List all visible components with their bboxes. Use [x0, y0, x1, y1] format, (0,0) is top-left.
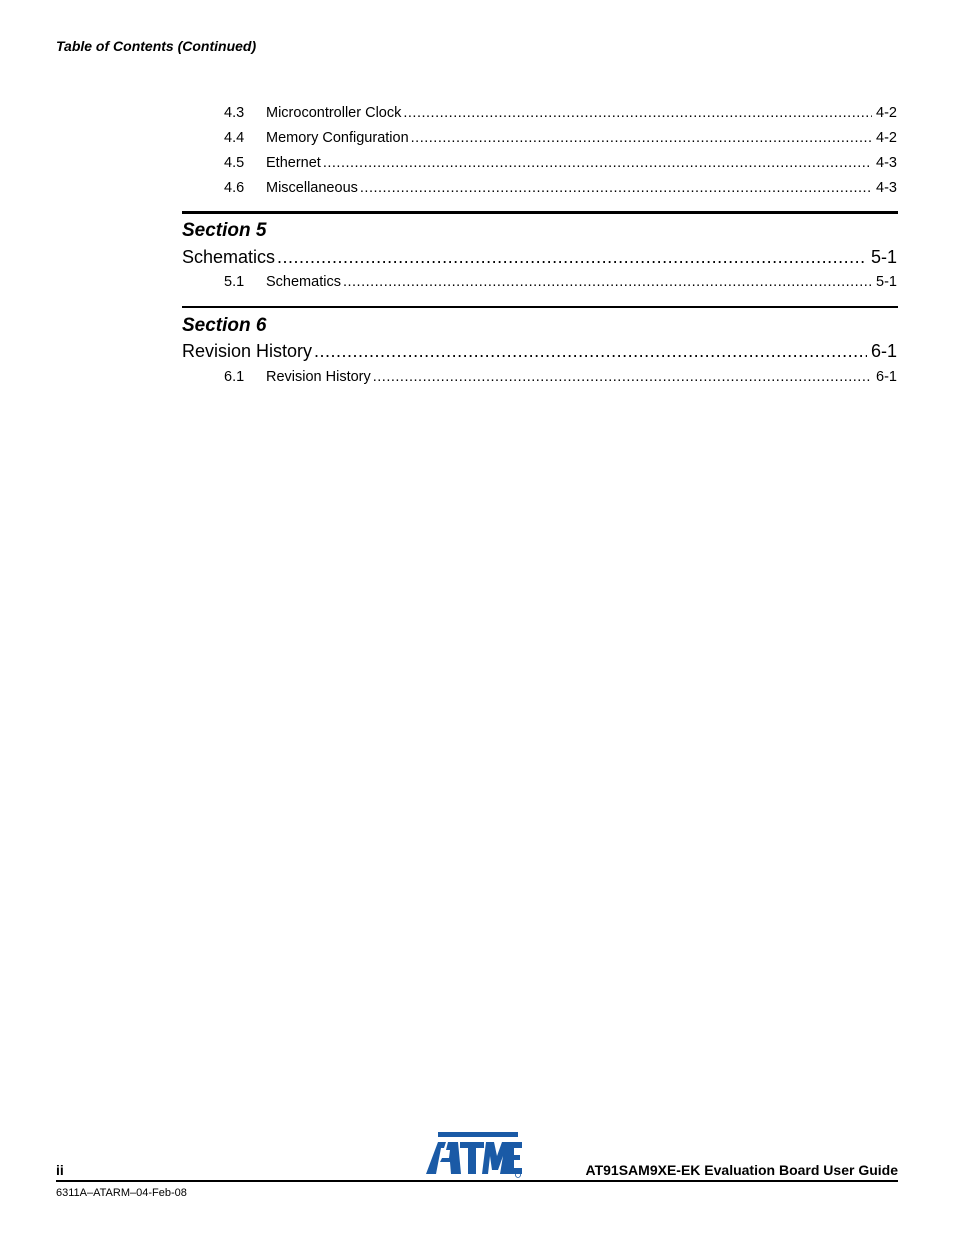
toc-entry-page: 6-1: [876, 369, 897, 385]
dot-leader: [411, 130, 872, 146]
atmel-logo: [424, 1130, 524, 1178]
toc-entry-number: 4.6: [224, 180, 245, 196]
toc-entry-number: 4.5: [224, 155, 245, 171]
toc-chapter-title: Schematics: [182, 247, 276, 267]
toc-entry-page: 4-3: [876, 155, 897, 171]
footer-page-number: ii: [56, 1162, 64, 1178]
toc-entry-page: 5-1: [876, 274, 897, 290]
toc-entry-page: 4-3: [876, 180, 897, 196]
toc-entry-title: Miscellaneous: [266, 180, 358, 196]
toc-entry-page: 4-2: [876, 105, 897, 121]
dot-leader: [323, 155, 872, 171]
toc-entry-number: 6.1: [224, 369, 245, 385]
toc-entry-6-1[interactable]: [0, 369, 954, 387]
toc-entry-title: Memory Configuration: [266, 130, 409, 146]
dot-leader: [314, 341, 867, 362]
toc-entry-4-5[interactable]: [0, 155, 954, 173]
dot-leader: [360, 180, 872, 196]
toc-chapter-page: 6-1: [870, 341, 897, 361]
footer-doc-title: AT91SAM9XE-EK Evaluation Board User Guide: [585, 1162, 898, 1178]
dot-leader: [343, 274, 872, 290]
toc-chapter-page: 5-1: [870, 247, 897, 267]
toc-entry-number: 4.4: [224, 130, 245, 146]
toc-entry-title: Ethernet: [266, 155, 321, 171]
toc-entry-number: 4.3: [224, 105, 245, 121]
toc-entry-4-3[interactable]: [0, 105, 954, 123]
toc-entry-4-4[interactable]: [0, 130, 954, 148]
toc-chapter-title: Revision History: [182, 341, 313, 361]
toc-entry-title: Microcontroller Clock: [266, 105, 402, 121]
toc-entry-number: 5.1: [224, 274, 245, 290]
running-header: Table of Contents (Continued): [56, 38, 257, 54]
toc-chapter-revision-history[interactable]: [0, 341, 954, 363]
footer-divider: [56, 1180, 898, 1182]
dot-leader: [403, 105, 872, 121]
footer-doc-number: 6311A–ATARM–04-Feb-08: [56, 1187, 187, 1199]
section-divider: [182, 306, 898, 308]
section-divider: [182, 211, 898, 214]
toc-chapter-schematics[interactable]: [0, 247, 954, 269]
toc-entry-4-6[interactable]: [0, 180, 954, 198]
toc-entry-title: Schematics: [266, 274, 341, 290]
dot-leader: [277, 247, 867, 268]
toc-entry-title: Revision History: [266, 369, 371, 385]
toc-entry-5-1[interactable]: [0, 274, 954, 292]
section-heading: Section 5: [182, 220, 267, 241]
toc-entry-page: 4-2: [876, 130, 897, 146]
section-heading: Section 6: [182, 315, 267, 336]
dot-leader: [373, 369, 872, 385]
